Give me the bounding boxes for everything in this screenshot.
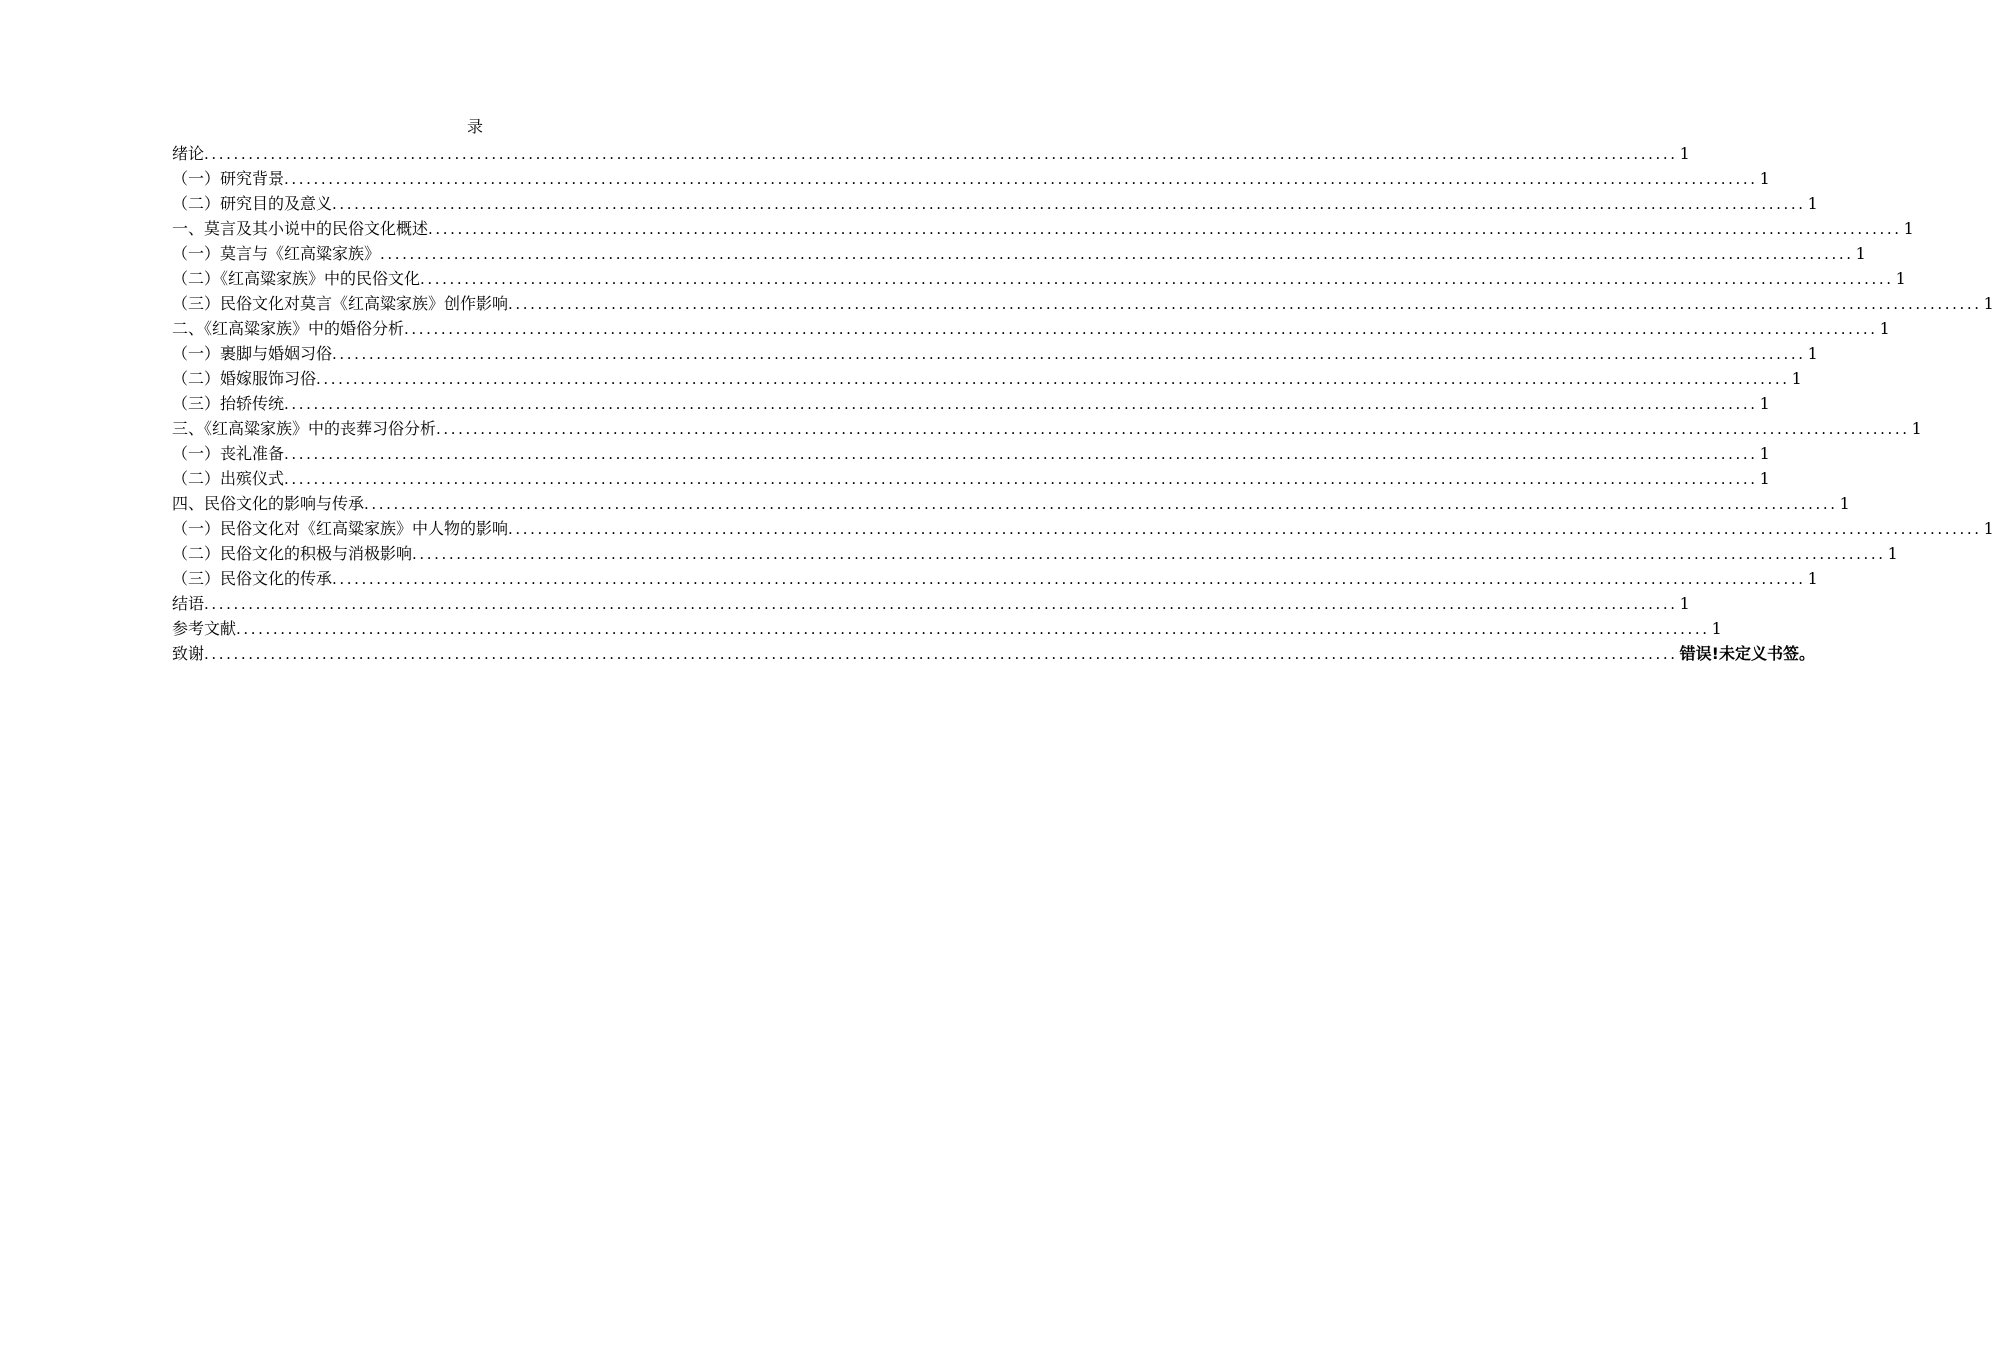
toc-leader-dots: ........................................................................................................................................................................................................	[436, 420, 1910, 438]
toc-entry-page: 1	[1679, 594, 1690, 613]
toc-entry[interactable]	[172, 341, 1818, 366]
toc-leader-dots: ........................................................................................................................................................................................................	[332, 570, 1806, 588]
toc-leader-dots: ........................................................................................................................................................................................................	[204, 595, 1678, 613]
toc-entry-label: （三）民俗文化的传承	[172, 569, 333, 588]
toc-leader-dots: ........................................................................................................................................................................................................	[420, 270, 1894, 288]
toc-entry-label: （二）出殡仪式	[172, 469, 285, 488]
toc-entry-page: 1	[1879, 319, 1890, 338]
table-of-contents	[172, 141, 1994, 666]
toc-entry-label: 二、《红高粱家族》中的婚俗分析	[172, 319, 405, 338]
toc-entry-label: （二）婚嫁服饰习俗	[172, 369, 317, 388]
toc-entry-page: 1	[1911, 419, 1922, 438]
toc-entry-page: 1	[1807, 569, 1818, 588]
toc-entry-page: 1	[1759, 394, 1770, 413]
toc-entry-page: 1	[1903, 219, 1914, 238]
toc-entry-page: 1	[1807, 344, 1818, 363]
toc-leader-dots: ........................................................................................................................................................................................................	[508, 295, 1982, 313]
toc-leader-dots: ........................................................................................................................................................................................................	[284, 395, 1758, 413]
toc-entry[interactable]	[172, 166, 1770, 191]
toc-entry[interactable]	[172, 641, 1815, 666]
toc-entry[interactable]	[172, 441, 1770, 466]
toc-entry[interactable]	[172, 366, 1802, 391]
toc-entry-label: 参考文献	[172, 619, 237, 638]
toc-entry[interactable]	[172, 491, 1850, 516]
toc-entry-label: 结语	[172, 594, 205, 613]
toc-entry[interactable]	[172, 291, 1994, 316]
toc-leader-dots: ........................................................................................................................................................................................................	[284, 445, 1758, 463]
page-title: 录	[466, 117, 483, 136]
toc-entry[interactable]	[172, 516, 1994, 541]
toc-entry[interactable]	[172, 391, 1770, 416]
toc-entry-label: （一）裹脚与婚姻习俗	[172, 344, 333, 363]
toc-entry-page: 1	[1711, 619, 1722, 638]
toc-entry-page: 1	[1983, 519, 1994, 538]
toc-entry-label: （二）民俗文化的积极与消极影响	[172, 544, 413, 563]
toc-entry[interactable]	[172, 191, 1818, 216]
toc-leader-dots: ........................................................................................................................................................................................................	[508, 520, 1982, 538]
toc-leader-dots: ........................................................................................................................................................................................................	[332, 195, 1806, 213]
toc-entry[interactable]	[172, 541, 1898, 566]
toc-entry[interactable]	[172, 616, 1722, 641]
toc-leader-dots: ........................................................................................................................................................................................................	[404, 320, 1878, 338]
toc-entry-label: （一）莫言与《红高粱家族》	[172, 244, 381, 263]
toc-entry-page: 1	[1759, 469, 1770, 488]
toc-entry[interactable]	[172, 241, 1866, 266]
toc-entry-label: （二）研究目的及意义	[172, 194, 333, 213]
toc-entry[interactable]	[172, 466, 1770, 491]
toc-entry-page: 1	[1759, 169, 1770, 188]
toc-leader-dots: ........................................................................................................................................................................................................	[204, 145, 1678, 163]
toc-leader-dots: ........................................................................................................................................................................................................	[412, 545, 1886, 563]
toc-entry-label: 三、《红高粱家族》中的丧葬习俗分析	[172, 419, 437, 438]
toc-entry[interactable]	[172, 566, 1818, 591]
toc-entry-label: （一）研究背景	[172, 169, 285, 188]
toc-entry-page: 1	[1887, 544, 1898, 563]
toc-leader-dots: ........................................................................................................................................................................................................	[332, 345, 1806, 363]
toc-leader-dots: ........................................................................................................................................................................................................	[284, 470, 1758, 488]
toc-entry-page: 1	[1895, 269, 1906, 288]
toc-entry-label: （一）丧礼准备	[172, 444, 285, 463]
toc-entry-label: 四、民俗文化的影响与传承	[172, 494, 365, 513]
toc-leader-dots: ........................................................................................................................................................................................................	[364, 495, 1838, 513]
toc-entry-label: 一、莫言及其小说中的民俗文化概述	[172, 219, 429, 238]
toc-entry-label: 绪论	[172, 144, 205, 163]
toc-leader-dots: ........................................................................................................................................................................................................	[236, 620, 1710, 638]
toc-leader-dots: ........................................................................................................................................................................................................	[428, 220, 1902, 238]
toc-entry-page: 1	[1807, 194, 1818, 213]
toc-entry[interactable]	[172, 266, 1906, 291]
toc-entry[interactable]	[172, 216, 1914, 241]
toc-error-message: 错误!未定义书签。	[1679, 644, 1815, 663]
toc-entry[interactable]	[172, 316, 1890, 341]
toc-entry-label: （三）抬轿传统	[172, 394, 285, 413]
toc-entry-page: 1	[1679, 144, 1690, 163]
toc-entry-label: （一）民俗文化对《红高粱家族》中人物的影响	[172, 519, 509, 538]
toc-entry[interactable]	[172, 416, 1922, 441]
toc-leader-dots: ........................................................................................................................................................................................................	[284, 170, 1758, 188]
toc-entry-page: 1	[1983, 294, 1994, 313]
toc-entry-page: 1	[1759, 444, 1770, 463]
toc-entry[interactable]	[172, 591, 1690, 616]
toc-entry-label: （三）民俗文化对莫言《红高粱家族》创作影响	[172, 294, 509, 313]
toc-leader-dots: ........................................................................................................................................................................................................	[204, 645, 1678, 663]
toc-leader-dots: ........................................................................................................................................................................................................	[380, 245, 1854, 263]
toc-entry-label: 致谢	[172, 644, 205, 663]
toc-entry-label: （二）《红高粱家族》中的民俗文化	[172, 269, 421, 288]
toc-leader-dots: ........................................................................................................................................................................................................	[316, 370, 1790, 388]
toc-entry-page: 1	[1855, 244, 1866, 263]
toc-entry-page: 1	[1791, 369, 1802, 388]
toc-entry-page: 1	[1839, 494, 1850, 513]
toc-entry[interactable]	[172, 141, 1690, 166]
